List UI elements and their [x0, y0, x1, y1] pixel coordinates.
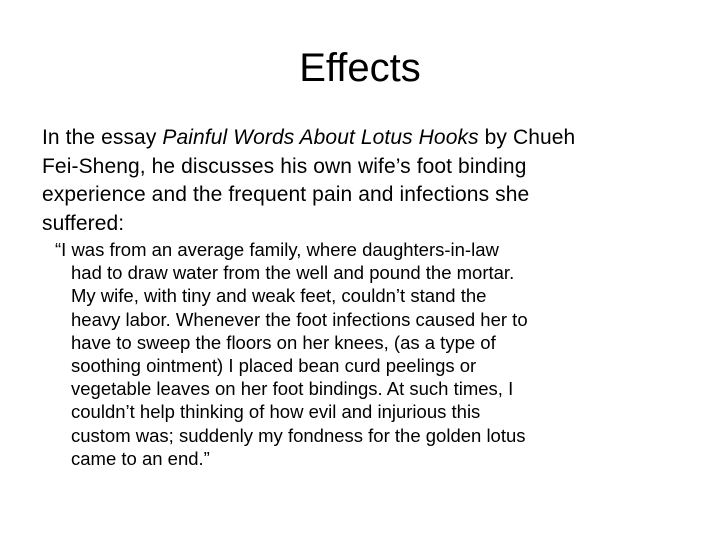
essay-title: Painful Words About Lotus Hooks	[162, 126, 479, 149]
slide-title: Effects	[299, 46, 421, 90]
quote-line: couldn’t help thinking of how evil and injurious this	[71, 401, 481, 423]
intro-text-line-3: experience and the frequent pain and infections she	[42, 183, 530, 206]
intro-text-line-2: Fei-Sheng, he discusses his own wife’s foot binding	[42, 154, 527, 178]
slide-body	[42, 124, 682, 470]
intro-paragraph	[42, 124, 682, 238]
quote-line: vegetable leaves on her foot bindings. At such times, I	[71, 378, 514, 400]
quote-line: soothing ointment) I placed bean curd peelings or	[71, 355, 477, 377]
quote-line: custom was; suddenly my fondness for the golden lotus	[71, 424, 526, 446]
quote-line: came to an end.”	[71, 447, 210, 469]
quote-line: “I was from an average family, where daughters-in-law	[55, 239, 499, 260]
quote-line: heavy labor. Whenever the foot infections caused her to	[71, 308, 528, 330]
intro-text-line-4: suffered:	[42, 211, 125, 235]
quote-line: had to draw water from the well and pound the mortar.	[71, 262, 515, 284]
intro-lead-text: In the essay	[42, 126, 163, 149]
intro-text-line-1: by Chueh	[478, 126, 576, 149]
quote-line: My wife, with tiny and weak feet, couldn’t stand the	[71, 285, 487, 307]
quote-block	[42, 238, 682, 470]
quote-line: have to sweep the floors on her knees, (as a type of	[71, 331, 496, 353]
